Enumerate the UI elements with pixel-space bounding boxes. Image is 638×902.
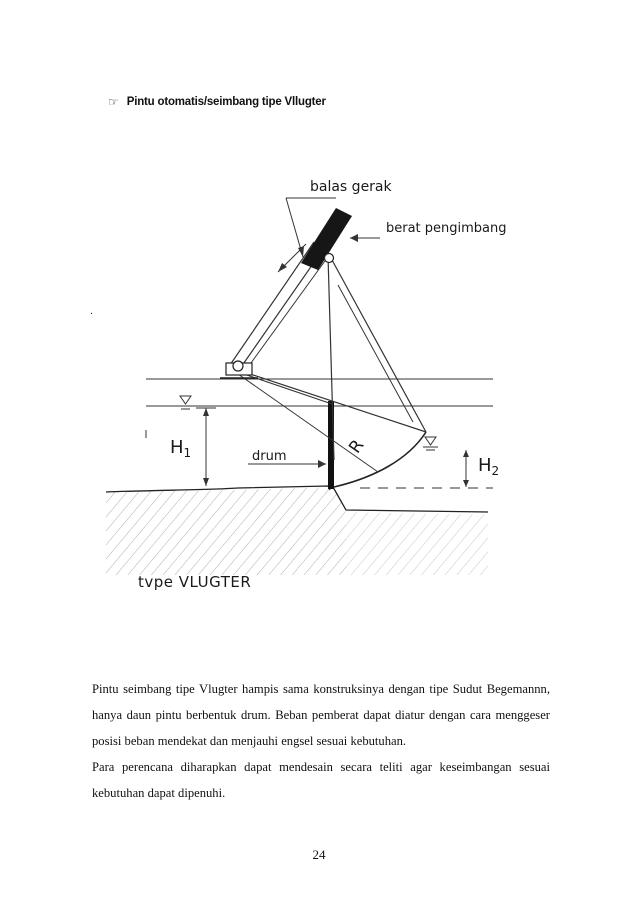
- water-level-marker-downstream: [423, 437, 438, 450]
- paragraph-2: Para perencana diharapkan dapat mendesain secara teliti agar keseimbangan sesuai kebutuhan dapat dipenuhi.: [92, 760, 550, 800]
- drum-label: drum: [252, 449, 287, 464]
- berat-pengimbang-label: berat pengimbang: [386, 221, 507, 236]
- water-level-marker-upstream: [178, 396, 193, 409]
- balas-gerak-label: balas gerak: [310, 179, 392, 195]
- ground-hatch-right: [346, 512, 488, 575]
- hinge-assembly: [220, 361, 258, 378]
- figure-caption: tvpe VLUGTER: [138, 573, 252, 591]
- drum-arc: [334, 432, 426, 487]
- paragraph-1: Pintu seimbang tipe Vlugter hampis sama konstruksinya dengan tipe Sudut Begemannn, hanya daun pintu berbentuk drum. Beban pemberat dapat diatur dengan cara menggeser posisi beban mendekat dan menjauhi engsel sesuai kebutuhan.: [92, 682, 550, 748]
- heading-row: [108, 96, 326, 108]
- h2-subscript: 2: [491, 464, 500, 478]
- h2-label: $H_2$: [478, 455, 500, 478]
- downstream-sill: [333, 487, 488, 512]
- frame-arm-inner: [338, 285, 413, 422]
- radius-label: R: [345, 436, 369, 458]
- counterweight-arm-c: [243, 254, 330, 374]
- left-tick-mark: ·: [90, 309, 94, 320]
- section-heading: Pintu otomatis/seimbang tipe Vllugter: [126, 96, 326, 108]
- h1-subscript: 1: [183, 446, 192, 460]
- top-pivot: [325, 254, 334, 263]
- page-number: 24: [312, 847, 326, 862]
- pointing-hand-icon: ☞: [108, 95, 119, 109]
- h1-label: $H_1$: [170, 437, 192, 460]
- vlugter-gate-diagram: [88, 160, 558, 600]
- body-text: [92, 676, 550, 806]
- counterweight-arm-a: [230, 242, 314, 365]
- hinge-to-gate: [238, 372, 332, 404]
- ground-hatch: [106, 487, 346, 575]
